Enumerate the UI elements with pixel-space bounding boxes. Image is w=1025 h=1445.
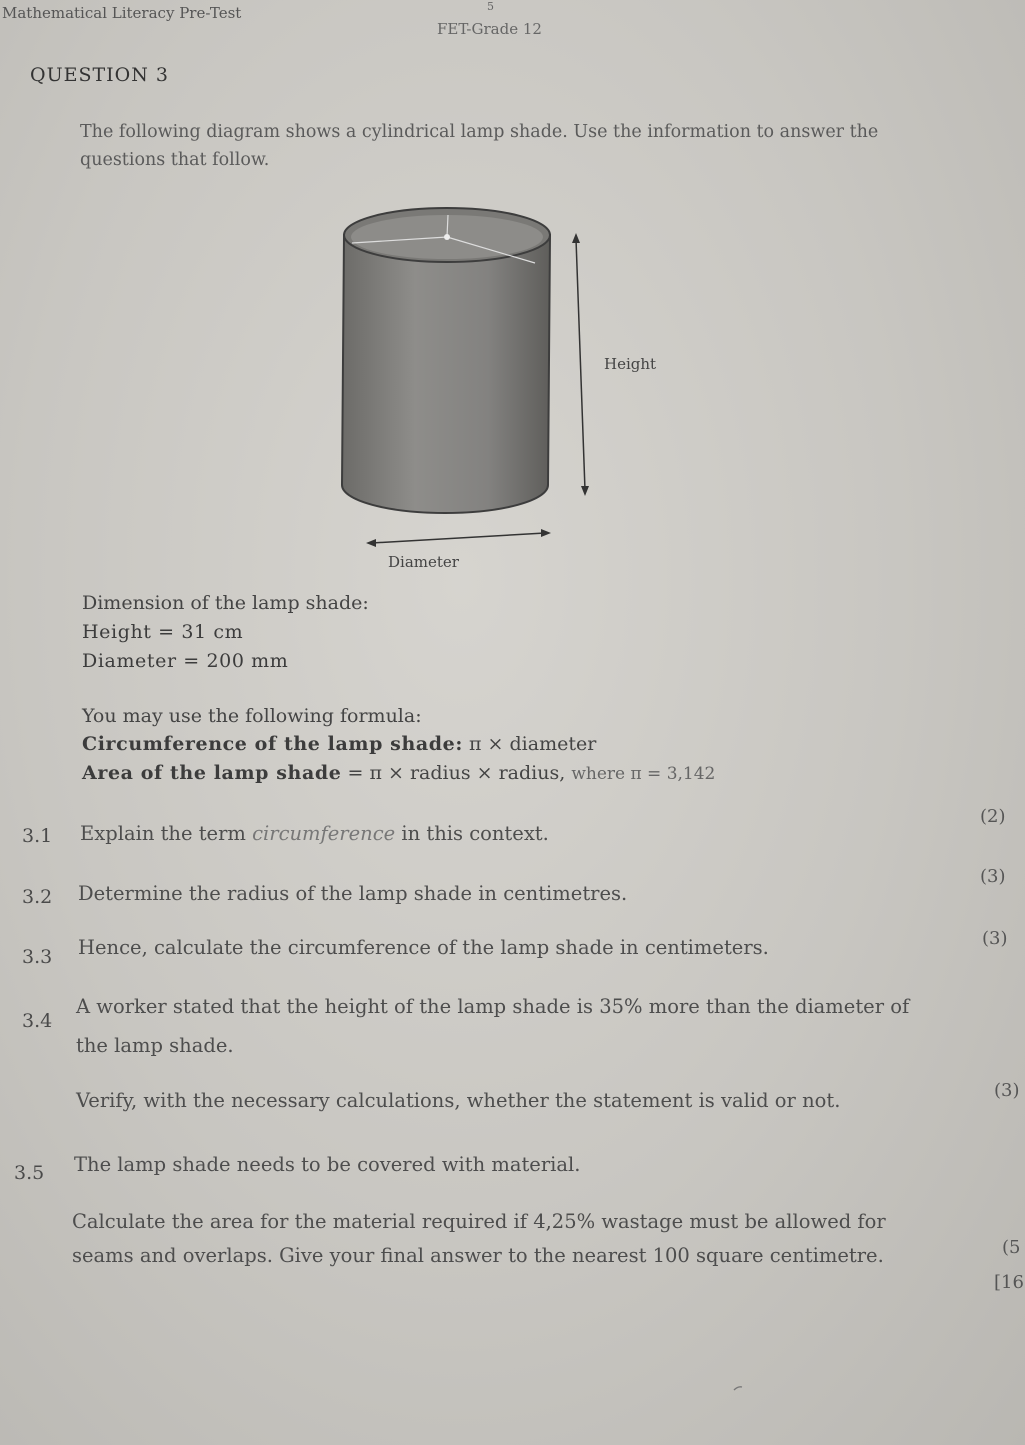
item-text-line2: the lamp shade. [76,1034,234,1057]
formula-circumference [82,733,596,755]
item-number: 3.5 [14,1162,45,1184]
diameter-arrow [372,533,545,543]
dimensions-heading: Dimension of the lamp shade: [82,592,369,614]
item-mark: (2) [980,806,1006,827]
item-text-part: in this context. [395,822,549,845]
header-subject: Mathematical Literacy Pre-Test [2,4,242,22]
item-mark: (3) [980,866,1006,887]
item-text-emphasis: circumference [252,822,396,845]
item-text-line3: Verify, with the necessary calculations, whether the statement is valid or not. [76,1089,841,1112]
area-formula: = π × radius × radius, [347,762,566,784]
question-total: [16 [994,1272,1024,1293]
height-label: Height [604,355,657,373]
page-number: 5 [487,0,494,13]
item-text: Determine the radius of the lamp shade in centimetres. [78,882,628,905]
cylinder-illustration [330,195,690,575]
item-number: 3.4 [22,1010,53,1032]
pencil-mark [733,1385,743,1391]
question-title: QUESTION 3 [30,64,169,86]
lamp-shade-diagram [330,195,690,575]
item-text-line3: seams and overlaps. Give your final answer to the nearest 100 square centimetre. [72,1244,884,1267]
item-text-line2: Calculate the area for the material required if 4,25% wastage must be allowed for [72,1210,886,1233]
diameter-label: Diameter [388,553,459,571]
item-text [80,822,549,845]
question-intro: The following diagram shows a cylindrical lamp shade. Use the information to answer the questions that follow. [80,122,879,170]
formula-heading: You may use the following formula: [82,705,422,727]
circumference-label: Circumference of the lamp shade: [82,733,463,755]
formula-area [82,762,715,784]
item-mark: (5 [1002,1237,1021,1258]
item-text-part: Explain the term [80,822,253,845]
item-text: Hence, calculate the circumference of the lamp shade in centimeters. [78,936,769,959]
item-mark: (3) [982,928,1008,949]
item-text-line1: The lamp shade needs to be covered with material. [74,1153,581,1176]
item-number: 3.2 [22,886,53,908]
item-number: 3.3 [22,946,53,968]
item-mark: (3) [994,1080,1020,1101]
cylinder-body [342,235,550,513]
item-text-line1: A worker stated that the height of the lamp shade is 35% more than the diameter of [76,995,910,1018]
item-number: 3.1 [22,825,53,847]
dimension-height: Height = 31 cm [82,621,244,643]
pi-value: where π = 3,142 [571,764,716,784]
dimension-diameter: Diameter = 200 mm [82,650,289,672]
area-label: Area of the lamp shade [82,762,342,784]
circumference-formula: π × diameter [469,733,597,755]
height-arrow [576,239,585,490]
header-grade: FET-Grade 12 [437,20,542,38]
